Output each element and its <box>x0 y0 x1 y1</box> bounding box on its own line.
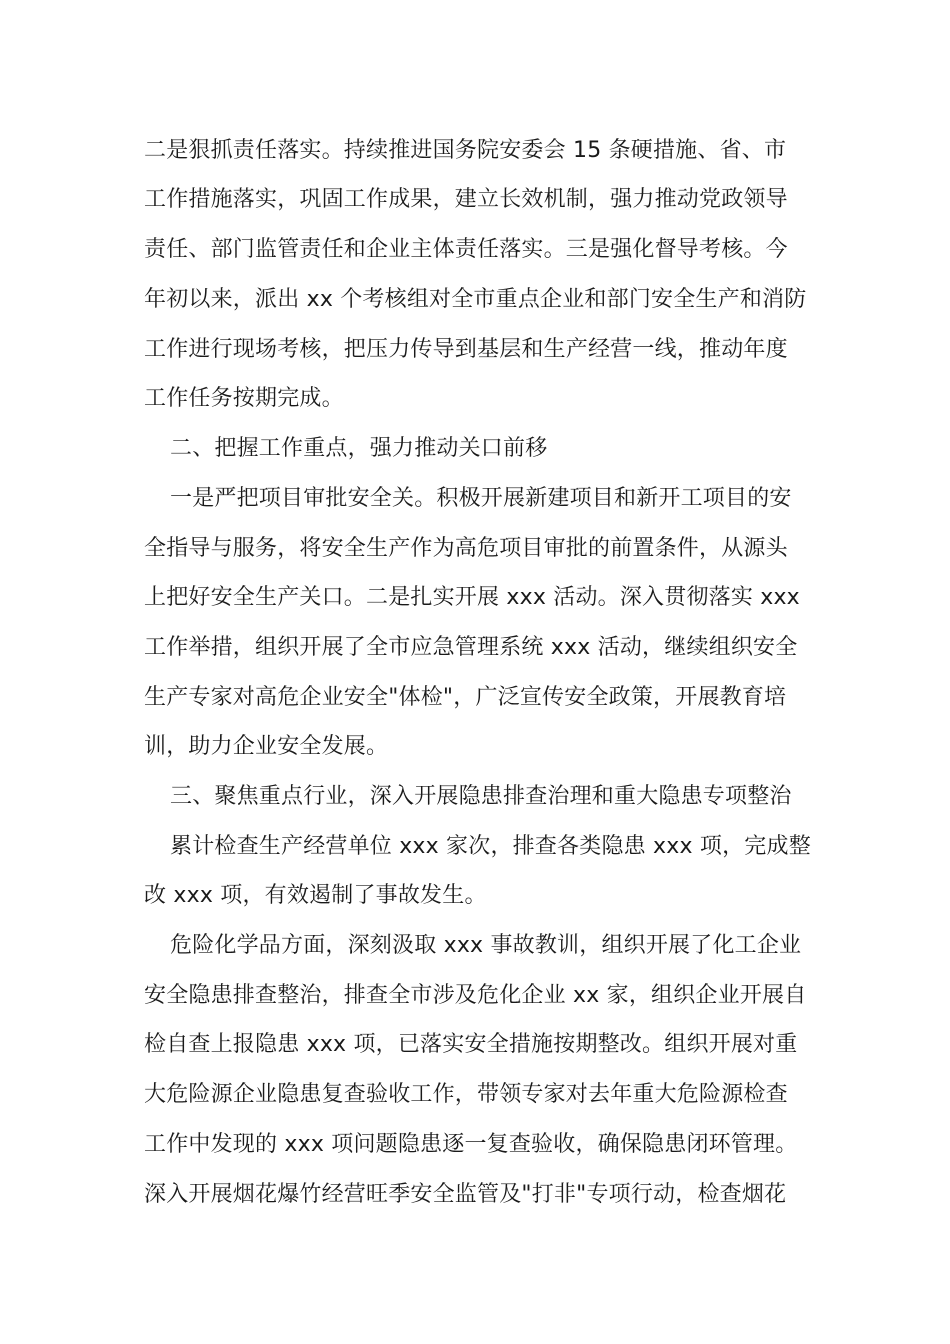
body-text-line: 工作措施落实，巩固工作成果，建立长效机制，强力推动党政领导 <box>144 187 788 212</box>
body-text-line: 全指导与服务，将安全生产作为高危项目审批的前置条件，从源头 <box>144 536 788 561</box>
body-text-line: 年初以来，派出 xx 个考核组对全市重点企业和部门安全生产和消防 <box>144 287 807 312</box>
body-text-line: 检自查上报隐患 xxx 项，已落实安全措施按期整改。组织开展对重 <box>144 1032 798 1057</box>
body-text-line: 生产专家对高危企业安全"体检"，广泛宣传安全政策，开展教育培 <box>144 685 787 710</box>
body-text-line: 工作中发现的 xxx 项问题隐患逐一复查验收，确保隐患闭环管理。 <box>144 1132 798 1157</box>
body-text-line: 训，助力企业安全发展。 <box>144 734 389 759</box>
body-text-line: 安全隐患排查整治，排查全市涉及危化企业 xx 家，组织企业开展自 <box>144 983 807 1008</box>
body-text-line: 危险化学品方面，深刻汲取 xxx 事故教训，组织开展了化工企业 <box>170 933 802 958</box>
body-text-line: 上把好安全生产关口。二是扎实开展 xxx 活动。深入贯彻落实 xxx <box>144 585 800 610</box>
body-text-line: 大危险源企业隐患复查验收工作，带领专家对去年重大危险源检查 <box>144 1082 788 1107</box>
section-heading: 二、把握工作重点，强力推动关口前移 <box>170 436 548 461</box>
body-text-line: 工作进行现场考核，把压力传导到基层和生产经营一线，推动年度 <box>144 337 788 362</box>
body-text-line: 一是严把项目审批安全关。积极开展新建项目和新开工项目的安 <box>170 486 792 511</box>
body-text-line: 改 xxx 项，有效遏制了事故发生。 <box>144 883 487 908</box>
body-text-line: 责任、部门监管责任和企业主体责任落实。三是强化督导考核。今 <box>144 237 788 262</box>
body-text-line: 工作任务按期完成。 <box>144 386 344 411</box>
body-text-line: 二是狠抓责任落实。持续推进国务院安委会 15 条硬措施、省、市 <box>144 138 787 163</box>
section-heading: 三、聚焦重点行业，深入开展隐患排查治理和重大隐患专项整治 <box>170 784 792 809</box>
body-text-line: 工作举措，组织开展了全市应急管理系统 xxx 活动，继续组织安全 <box>144 635 798 660</box>
body-text-line: 累计检查生产经营单位 xxx 家次，排查各类隐患 xxx 项，完成整 <box>170 834 811 859</box>
body-text-line: 深入开展烟花爆竹经营旺季安全监管及"打非"专项行动，检查烟花 <box>144 1182 787 1207</box>
